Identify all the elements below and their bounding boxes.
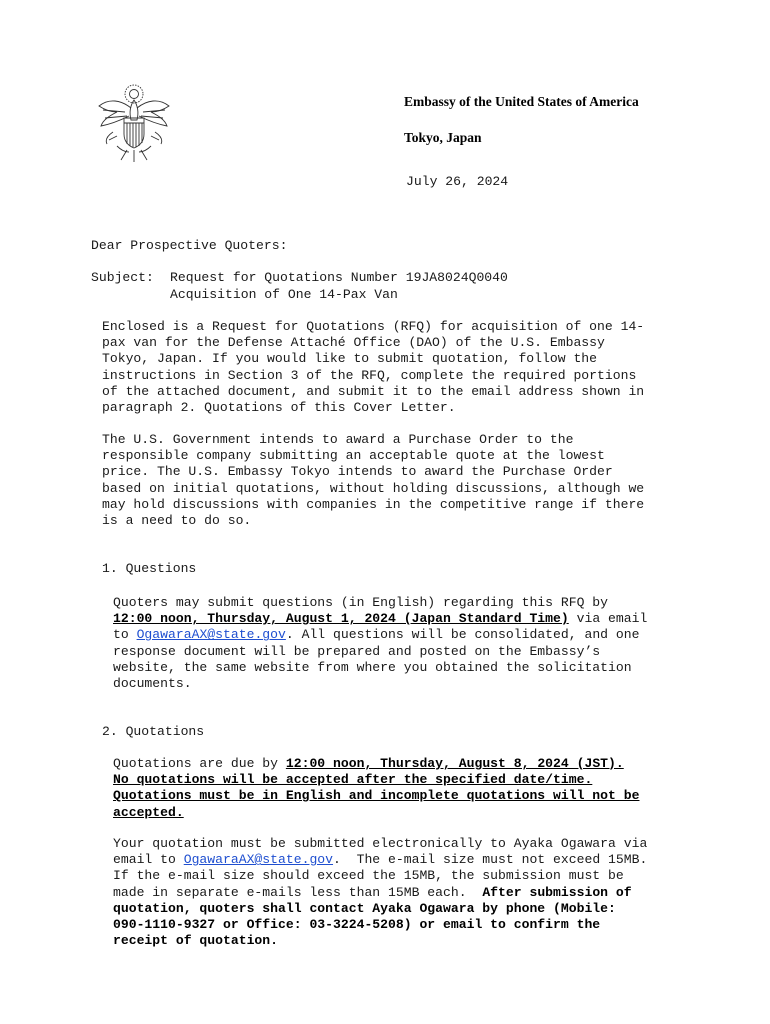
intro-paragraph: Enclosed is a Request for Quotations (RFQ) for acquisition of one 14- pax van for the Defense Attaché Office (DAO) of the U.S. Embassy Tokyo, Japan. If you would like to submit quotation, follow the instructions in Section 3 of the RFQ, complete the required portions of the attached document, and submit it to the email address shown in paragraph 2. Quotations of this Cover Letter. xyxy=(102,319,645,416)
embassy-name: Embassy of the United States of America xyxy=(404,94,639,109)
subject-line-1: Request for Quotations Number 19JA8024Q0040 xyxy=(170,270,508,285)
quotations-submission-paragraph xyxy=(113,836,647,949)
questions-deadline: 12:00 noon, Thursday, August 1, 2024 (Japan Standard Time) xyxy=(113,611,569,627)
letter-date: July 26, 2024 xyxy=(406,174,509,189)
quotations-heading: 2. Quotations xyxy=(102,724,205,739)
questions-to-text: to xyxy=(113,627,137,643)
subject-line-2: Acquisition of One 14-Pax Van xyxy=(170,287,398,302)
quotations-due-deadline: 12:00 noon, Thursday, August 8, 2024 (JST). xyxy=(285,756,624,771)
embassy-location: Tokyo, Japan xyxy=(404,130,482,145)
submission-confirm-instructions: After submission of quotation, quoters shall contact Ayaka Ogawara by phone (Mobile: 090-1110-9327 or Office: 03-3224-5208) or email to confirm the receipt of quotation. xyxy=(113,884,632,949)
questions-intro-text: Quoters may submit questions (in English) regarding this RFQ by xyxy=(113,595,609,610)
questions-rest-text: . All questions will be consolidated, and one response document will be prepared and posted on the Embassy’s website, the same website from where you obtained the solicitation documents. xyxy=(113,627,640,692)
subject-label: Subject: xyxy=(91,270,154,285)
submission-text-1: Your quotation must be submitted electronically to Ayaka Ogawara via email to xyxy=(113,836,648,868)
quotations-warning: No quotations will be accepted after the specified date/time. Quotations must be in English and incomplete quotations will not be accepted. xyxy=(113,772,640,820)
questions-via-text: via email xyxy=(568,611,648,627)
questions-paragraph xyxy=(113,595,647,692)
award-paragraph: The U.S. Government intends to award a Purchase Order to the responsible company submitting an acceptable quote at the lowest price. The U.S. Embassy Tokyo intends to award the Purchase Order based on initial quotations, without holding discussions, although we may hold discussions with companies in the competitive range if there is a need to do so. xyxy=(102,432,645,529)
salutation: Dear Prospective Quoters: xyxy=(91,238,288,253)
submission-text-2: . The e-mail size must not exceed 15MB. If the e-mail size should exceed the 15MB, the submission must be made in separate e-mails less than 15MB each. xyxy=(113,852,648,900)
quotations-due-text: Quotations are due by xyxy=(113,756,286,771)
questions-email-link[interactable]: OgawaraAX@state.gov xyxy=(136,627,286,643)
quotations-due-paragraph xyxy=(113,756,639,821)
questions-heading: 1. Questions xyxy=(102,561,197,576)
quotations-email-link[interactable]: OgawaraAX@state.gov xyxy=(183,852,334,868)
great-seal-icon xyxy=(95,80,173,164)
